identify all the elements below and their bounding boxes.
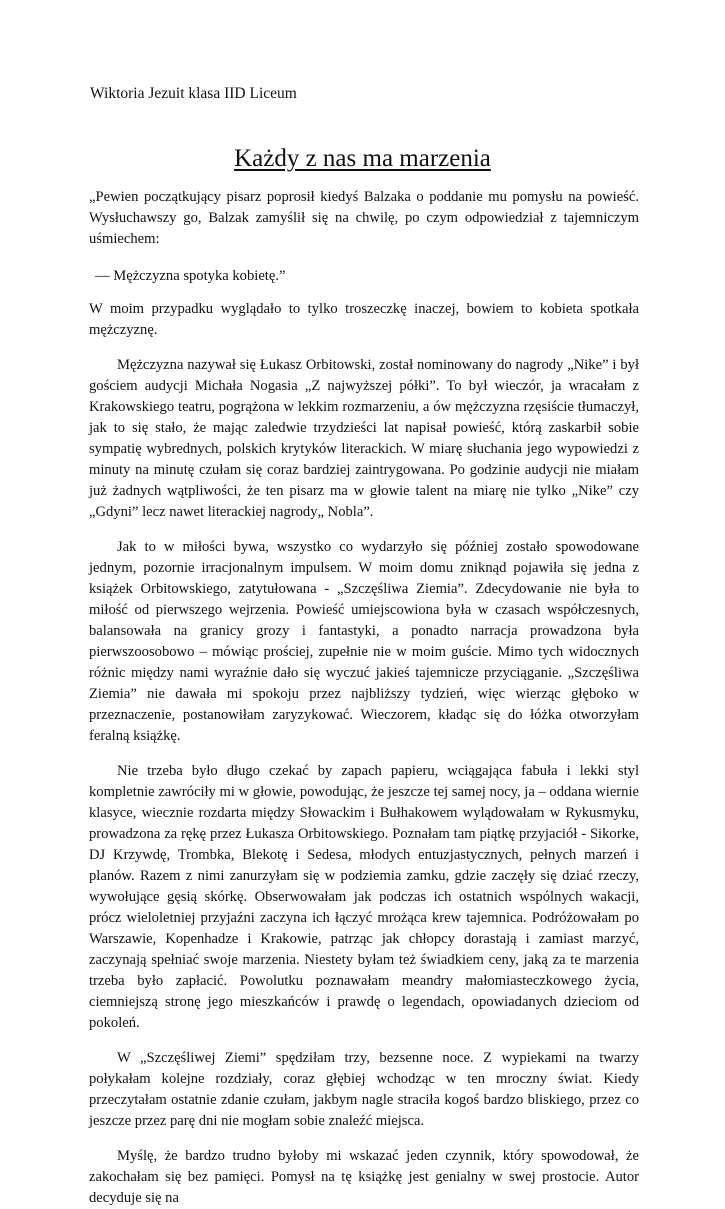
author-line: Wiktoria Jezuit klasa IID Liceum	[90, 85, 297, 102]
paragraph-5: Jak to w miłości bywa, wszystko co wydarzyło się później zostało spowodowane jednym, pozornie irracjonalnym impulsem. W moim domu zniknąd pojawiła się jedna z książek Orbitowskiego, zatytułowana - „Szczęśliwa Ziemia”. Zdecydowanie nie była to miłość od pierwszego wejrzenia. Powieść umiejscowiona była w czasach współczesnych, balansowała na granicy grozy i fantastyki, a ponadto narracja prowadzona była pierwszoosobowo – mówiąc prościej, zupełnie nie w moim guście. Mimo tych widocznych różnic między nami wyraźnie dało się wyczuć jakieś tajemnicze przyciąganie. „Szczęśliwa Ziemia” nie dawała mi spokoju przez najbliższy tydzień, więc wierząc głęboko w przeznaczenie, postanowiłam zaryzykować. Wieczorem, kładąc się do łóżka otworzyłam feralną książkę.	[89, 539, 639, 744]
paragraph-6: Nie trzeba było długo czekać by zapach papieru, wciągająca fabuła i lekki styl kompletnie zawróciły mi w głowie, powodując, że jeszcze tej samej nocy, ja – oddana wiernie klasyce, wiecznie rozdarta między Słowackim i Bułhakowem wylądowałam w Rykusmyku, prowadzona za rękę przez Łukasza Orbitowskiego. Poznałam tam piątkę przyjaciół - Sikorke, DJ Krzywdę, Trombka, Blekotę i Sedesa, młodych entuzjastycznych, pełnych marzeń i planów. Razem z nimi zanurzyłam się w podziemia zamku, gdzie zaczęły się dziać rzeczy, wywołujące gęsią skórkę. Obserwowałam jak podczas ich ostatnich wspólnych wakacji, prócz wieloletniej przyjaźni zaczyna ich łączyć mrożąca krew tajemnica. Podróżowałam po Warszawie, Kopenhadze i Krakowie, patrząc jak chłopcy dorastają i zamiast marzyć, zaczynają spełniać swoje marzenia. Niestety byłam też świadkiem ceny, jaką za te marzenia trzeba było zapłacić. Powolutku poznawałam meandry małomiasteczkowego życia, ciemniejszą stronę jego mieszkańców i prawdę o legendach, opowiadanych dzieciom od pokoleń.	[89, 763, 639, 1031]
paragraph-quote: — Mężczyzna spotyka kobietę.”	[95, 268, 286, 284]
paragraph-3: W moim przypadku wyglądało to tylko troszeczkę inaczej, bowiem to kobieta spotkała mężczyznę.	[89, 301, 639, 338]
paragraph-4: Mężczyzna nazywał się Łukasz Orbitowski, został nominowany do nagrody „Nike” i był gościem audycji Michała Nogasia „Z najwyższej półki”. To był wieczór, ja wracałam z Krakowskiego teatru, pogrążona w lekkim rozmarzeniu, a ów mężczyzna rzęsiście tłumaczył, jak to się stało, że mając zaledwie trzydzieści lat napisał powieść, którą zaskarbił sobie sympatię wybrednych, polskich krytyków literackich. W miarę słuchania jego wypowiedzi z minuty na minutę czułam się coraz bardziej zaintrygowana. Po godzinie audycji nie miałam już żadnych wątpliwości, że ten pisarz ma w głowie talent na miarę nie tylko „Nike” czy „Gdyni” lecz nawet literackiej nagrody„ Nobla”.	[89, 357, 639, 520]
paragraph-8: Myślę, że bardzo trudno byłoby mi wskazać jeden czynnik, który spowodował, że zakochałam się bez pamięci. Pomysł na tę książkę jest genialny w swej prostocie. Autor decyduje się na	[89, 1148, 639, 1206]
paragraph-7: W „Szczęśliwej Ziemi” spędziłam trzy, bezsenne noce. Z wypiekami na twarzy połykałam kolejne rozdziały, coraz głębiej wchodząc w ten mroczny świat. Kiedy przeczytałam ostatnie zdanie czułam, jakbym nagle straciła kogoś bardzo bliskiego, przez co jeszcze przez parę dni nie mogłam sobie znaleźć miejsca.	[89, 1050, 639, 1129]
page-title: Każdy z nas ma marzenia	[234, 145, 491, 172]
paragraph-1: „Pewien początkujący pisarz poprosił kiedyś Balzaka o poddanie mu pomysłu na powieść. Wysłuchawszy go, Balzak zamyślił się na chwilę, po czym odpowiedział z tajemniczym uśmiechem:	[89, 189, 639, 247]
essay-body	[89, 187, 639, 1209]
